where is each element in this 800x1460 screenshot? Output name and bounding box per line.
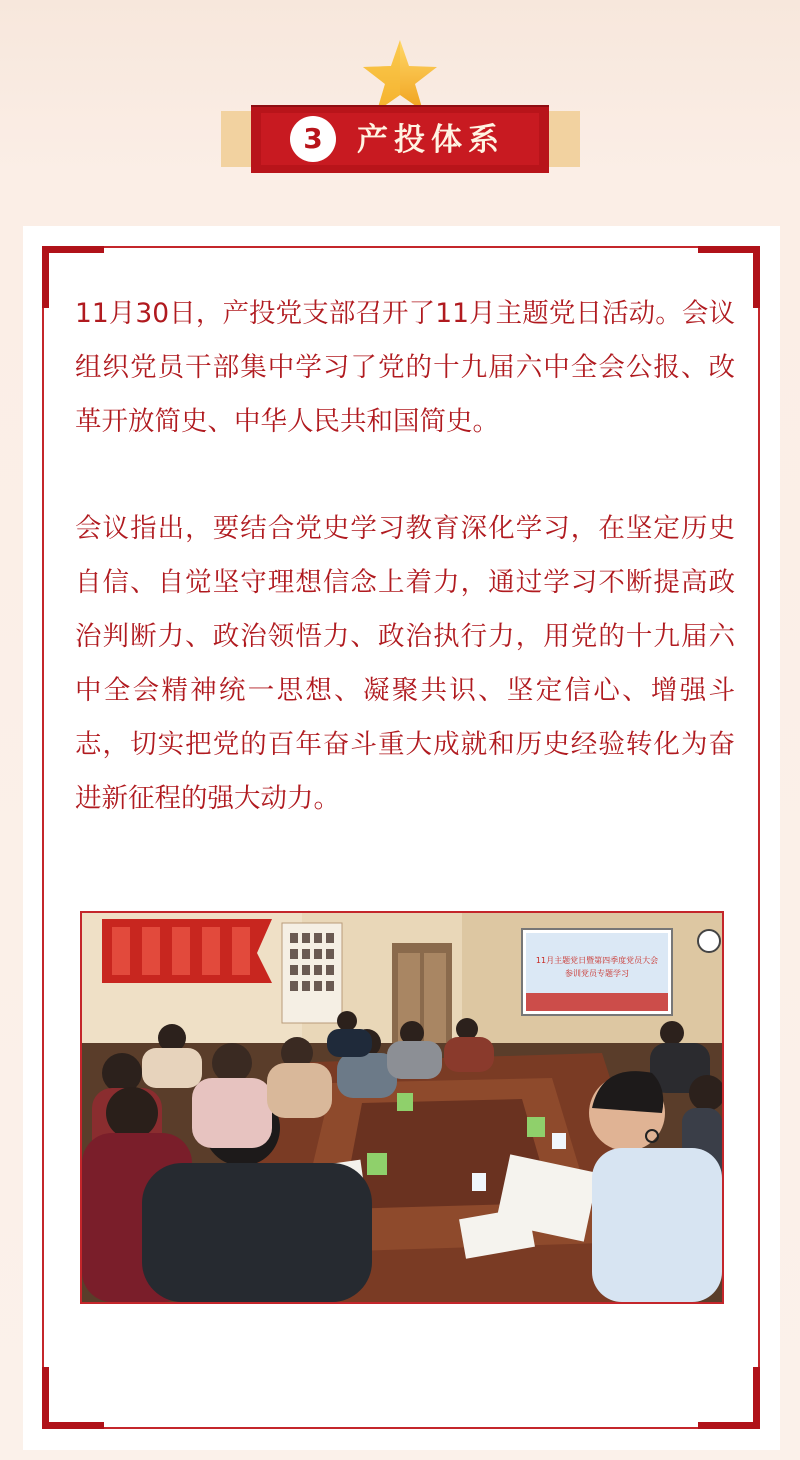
star-icon <box>362 40 438 112</box>
screen-text-2: 参训党员专题学习 <box>565 969 629 978</box>
section-number-badge: 3 <box>290 116 336 162</box>
meeting-photo <box>80 911 724 1304</box>
screen-text-1: 11月主题党日暨第四季度党员大会 <box>535 956 659 965</box>
article-paragraph-2: 会议指出，要结合党史学习教育深化学习，在坚定历史自信、自觉坚守理想信念上着力，通过学习不断提高政治判断力、政治领悟力、政治执行力，用党的十九届六中全会精神统一思想、凝聚共识、坚定信心、增强斗志，切实把党的百年奋斗重大成就和历史经验转化为奋进新征程的强大动力。 <box>75 513 735 814</box>
section-header <box>0 0 800 200</box>
article-paragraph-1: 11月30日，产投党支部召开了11月主题党日活动。会议组织党员干部集中学习了党的十九届六中全会公报、改革开放简史、中华人民共和国简史。 <box>75 298 735 437</box>
frame-corner-bottom-right <box>698 1367 760 1429</box>
frame-corner-bottom-left <box>42 1367 104 1429</box>
section-title: 产投体系 <box>357 122 505 158</box>
